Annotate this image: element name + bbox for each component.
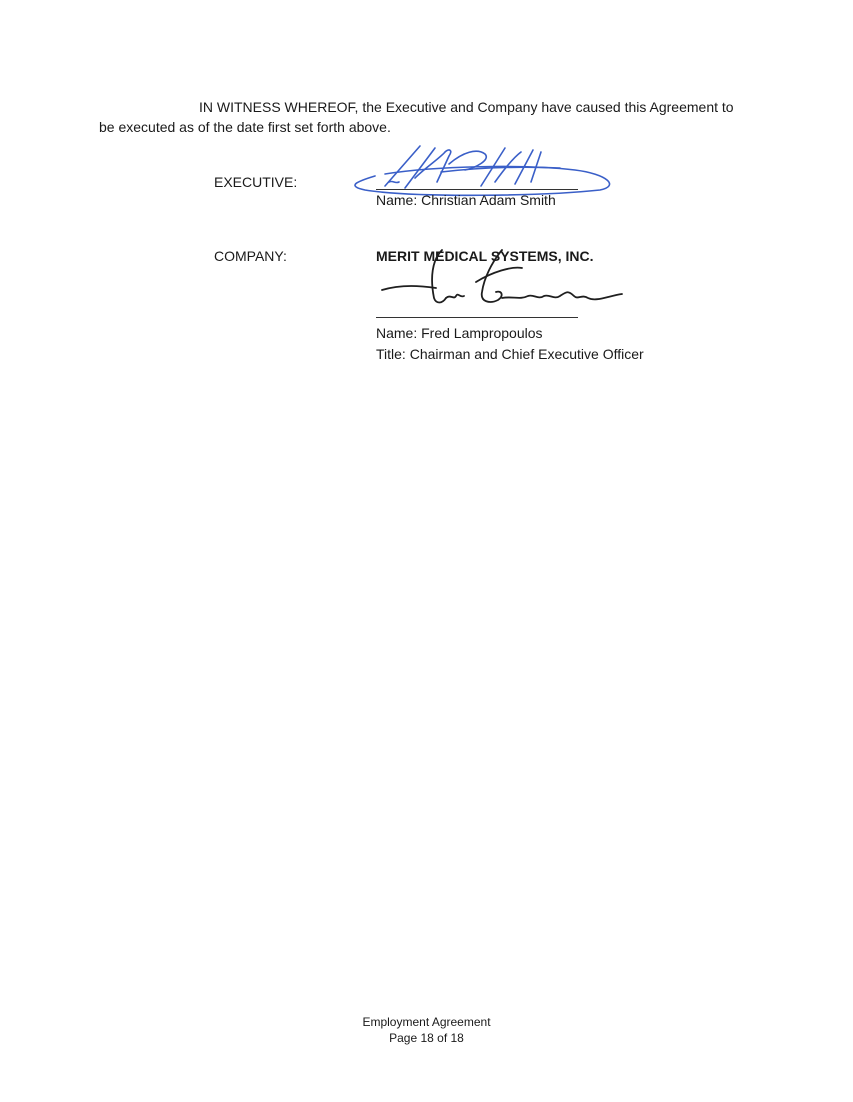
witness-paragraph-text: IN WITNESS WHEREOF, the Executive and Company have caused this Agreement to be executed as of the date first set forth above.	[99, 99, 734, 135]
executive-label: EXECUTIVE:	[214, 174, 298, 190]
company-signature-icon	[372, 238, 632, 318]
company-name: MERIT MEDICAL SYSTEMS, INC.	[376, 248, 594, 264]
company-signer-name: Name: Fred Lampropoulos	[376, 325, 543, 341]
footer-page-number: Page 18 of 18	[389, 1031, 464, 1045]
company-label: COMPANY:	[214, 248, 287, 264]
footer-title: Employment Agreement	[362, 1015, 491, 1029]
witness-paragraph	[99, 97, 749, 137]
company-signer-title: Title: Chairman and Chief Executive Officer	[376, 346, 644, 362]
executive-name: Name: Christian Adam Smith	[376, 192, 556, 208]
